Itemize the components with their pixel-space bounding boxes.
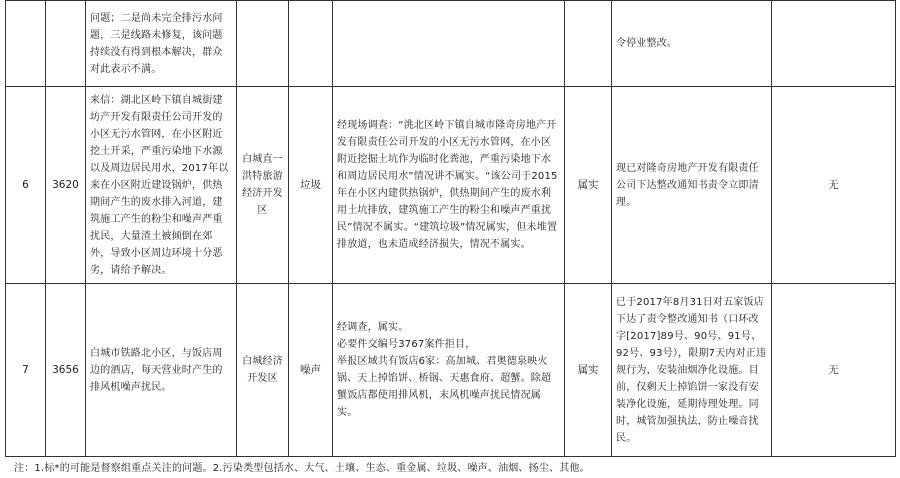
complaint-content: 来信：湖北区岭下镇自城街建坊产开发有限责任公司开发的小区无污水管网，在小区附近挖土开采，严重污染地下水源以及周边居民用水，2017年以来在小区附近建设锅炉，供热期间产生的废水排入河道，建筑施工产生的粉尘和噪声严重扰民，大量渣土被倾倒在郊外，导致小区周边环境十分恶劣，请给予解决。 [86, 87, 237, 284]
accountability: 无 [772, 87, 896, 284]
pollution-type: 垃圾 [289, 87, 333, 284]
table-row [6, 1, 896, 87]
investigation-findings: 经调查，属实。 必要件交编号3767案件拒目， 举报区域共有饭店6家：高加城、君奥德泉映火锅、天上掉馅饼、桥锅、天惠食府、超蟹。除超蟹饭店都使用排风机，末风机噪声扰民情况属实。 [333, 284, 565, 457]
administrative-area: 白城直一洪特旅游经济开发区 [237, 87, 289, 284]
verdict: 属实 [565, 87, 612, 284]
case-code: 3656 [46, 284, 86, 457]
pollution-type: 噪声 [289, 284, 333, 457]
table-cell [6, 1, 46, 87]
verdict: 属实 [565, 284, 612, 457]
table-cell [333, 1, 565, 87]
complaint-content: 白城市铁路北小区，与饭店周边的酒店，每天营业时产生的排风机噪声扰民。 [86, 284, 237, 457]
row-number: 7 [6, 284, 46, 457]
table-cell [565, 1, 612, 87]
table-row [6, 87, 896, 284]
case-code: 3620 [46, 87, 86, 284]
footnote: 注：1.标*的可能是督察组重点关注的问题。2.污染类型包括水、大气、土壤、生态、重金属、垃圾、噪声、油烟、扬尘、其他。 [14, 463, 590, 474]
table-cell [289, 1, 333, 87]
complaint-cell-continued: 问题；二是尚未完全排污水问题，三是线路未修复，该问题持续没有得到根本解决，群众对此表示不满。 [86, 1, 237, 87]
handling-cell-continued: 令停业整改。 [612, 1, 772, 87]
administrative-area: 白城经济开发区 [237, 284, 289, 457]
investigation-findings: 经现场调查：“洮北区岭下镇自城市隆奇房地产开发有限责任公司开发的小区无污水管网，在小区附近挖掘土坑作为临时化粪池，严重污染地下水和周边居民用水”情况讲不属实。“该公司于2015年在小区内建供热锅炉，供热期间产生的废水利用土坑排放，建筑施工产生的粉尘和噪声严重扰民”情况不属实。“建筑垃圾”情况属实，但未堆置排放道，也未造成经济损失，情况不属实。 [333, 87, 565, 284]
handling-result: 已于2017年8月31日对五家饭店下达了责令整改通知书（口环改字[2017]89号、90号、91号、92号、93号），限期7天内对正违规行为，安装油烟净化设施。目前，仅剩天上掉馅饼一家没有安装净化设施，延期待理处理。同时，城管加强执法，防止噪音扰民。 [612, 284, 772, 457]
complaint-table [5, 0, 896, 457]
table-cell [237, 1, 289, 87]
table-row [6, 284, 896, 457]
accountability: 无 [772, 284, 896, 457]
row-number: 6 [6, 87, 46, 284]
table-cell [46, 1, 86, 87]
table-cell [772, 1, 896, 87]
handling-result: 现已对隆奇房地产开发有限责任公司下达整改通知书责令立即清理。 [612, 87, 772, 284]
